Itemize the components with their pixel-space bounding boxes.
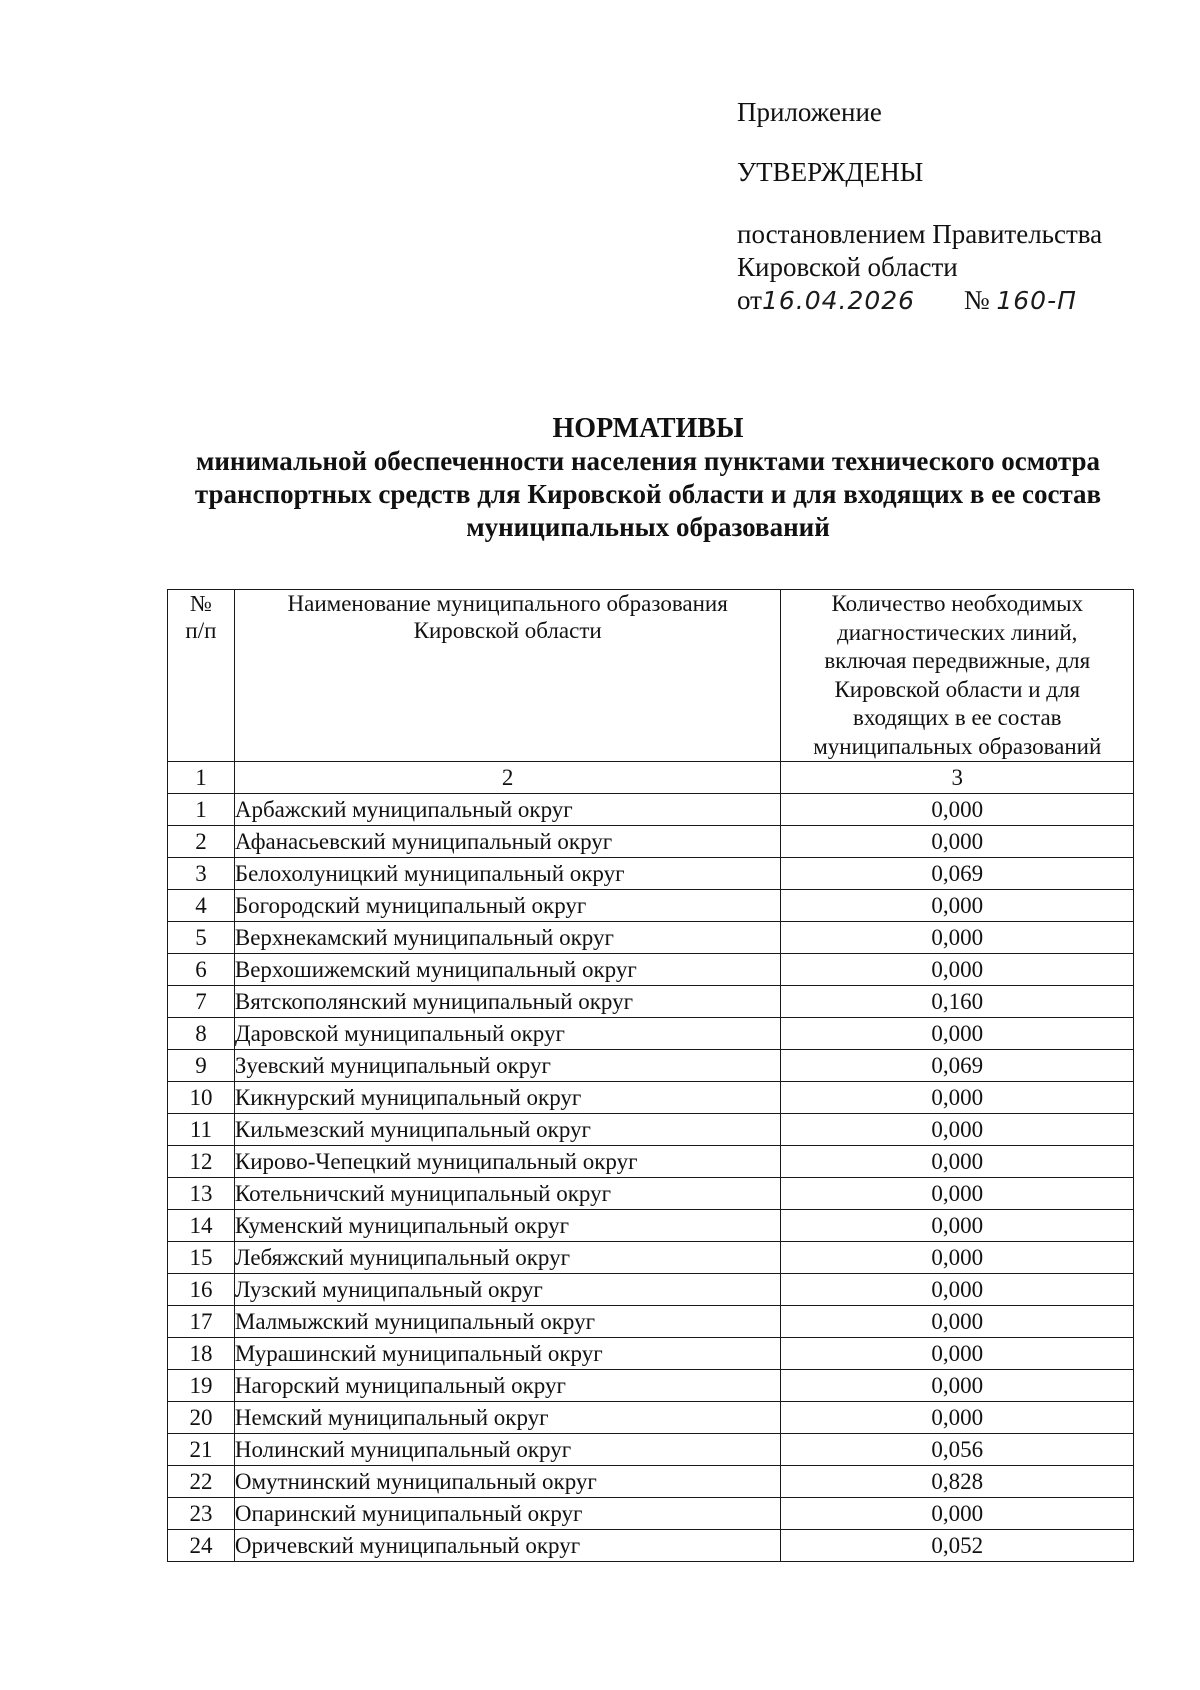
table-row [168,1114,1134,1146]
lines-count: 0,000 [781,890,1134,922]
row-number: 13 [168,1178,235,1210]
lines-count: 0,160 [781,986,1134,1018]
row-number: 16 [168,1274,235,1306]
table-body [168,794,1134,1562]
municipality-name: Опаринский муниципальный округ [234,1498,781,1530]
row-number: 4 [168,890,235,922]
norms-table [167,589,1134,1562]
municipality-name: Богородский муниципальный округ [234,890,781,922]
table-row [168,954,1134,986]
municipality-name: Оричевский муниципальный округ [234,1530,781,1562]
approved-label: УТВЕРЖДЕНЫ [737,157,924,187]
row-number: 6 [168,954,235,986]
row-number: 21 [168,1434,235,1466]
table-row [168,1274,1134,1306]
row-number: 12 [168,1146,235,1178]
table-header-row [168,590,1134,762]
table-row [168,1210,1134,1242]
header-name-line: Кировской области [413,618,602,643]
column-number: 1 [168,762,235,794]
lines-count: 0,000 [781,922,1134,954]
row-number: 22 [168,1466,235,1498]
row-number: 2 [168,826,235,858]
table-row [168,922,1134,954]
date-prefix: от [737,285,762,315]
municipality-name: Лузский муниципальный округ [234,1274,781,1306]
table-row [168,1018,1134,1050]
approved-by-line-1: постановлением Правительства [737,219,1103,249]
row-number: 3 [168,858,235,890]
municipality-name: Верхнекамский муниципальный округ [234,922,781,954]
row-number: 11 [168,1114,235,1146]
municipality-name: Кикнурский муниципальный округ [234,1082,781,1114]
municipality-name: Вятскополянский муниципальный округ [234,986,781,1018]
row-number: 9 [168,1050,235,1082]
row-number: 24 [168,1530,235,1562]
approved-by-line-2: Кировской области [737,252,958,282]
table-row [168,890,1134,922]
municipality-name: Омутнинский муниципальный округ [234,1466,781,1498]
header-num [168,590,235,762]
column-number: 3 [781,762,1134,794]
lines-count: 0,052 [781,1530,1134,1562]
municipality-name: Даровской муниципальный округ [234,1018,781,1050]
table-row [168,1498,1134,1530]
municipality-name: Нолинский муниципальный округ [234,1434,781,1466]
row-number: 7 [168,986,235,1018]
header-value-line: диагностических линий, [837,619,1078,645]
row-number: 8 [168,1018,235,1050]
lines-count: 0,000 [781,1274,1134,1306]
table-row [168,826,1134,858]
municipality-name: Нагорский муниципальный округ [234,1370,781,1402]
table-row [168,1146,1134,1178]
table-row [168,794,1134,826]
table-row [168,986,1134,1018]
municipality-name: Малмыжский муниципальный округ [234,1306,781,1338]
table-row [168,1178,1134,1210]
table-row [168,1402,1134,1434]
handwritten-date: 16.04.2026 [761,286,916,315]
table-row [168,1050,1134,1082]
title-line-2: транспортных средств для Кировской области и для входящих в ее состав [194,479,1102,509]
row-number: 20 [168,1402,235,1434]
table-row [168,1434,1134,1466]
table-row [168,1242,1134,1274]
municipality-name: Кирово-Чепецкий муниципальный округ [234,1146,781,1178]
lines-count: 0,000 [781,1306,1134,1338]
municipality-name: Котельничский муниципальный округ [234,1178,781,1210]
header-value-line: включая передвижные, для [824,648,1091,673]
header-name [234,590,781,762]
header-name-line: Наименование муниципального образования [287,591,728,616]
number-label: № [963,285,990,315]
municipality-name: Афанасьевский муниципальный округ [234,826,781,858]
row-number: 14 [168,1210,235,1242]
municipality-name: Немский муниципальный округ [234,1402,781,1434]
lines-count: 0,000 [781,1498,1134,1530]
municipality-name: Куменский муниципальный округ [234,1210,781,1242]
lines-count: 0,000 [781,1178,1134,1210]
table-row [168,1466,1134,1498]
row-number: 10 [168,1082,235,1114]
lines-count: 0,000 [781,1210,1134,1242]
handwritten-number: 160-П [996,286,1077,315]
lines-count: 0,000 [781,1242,1134,1274]
row-number: 5 [168,922,235,954]
lines-count: 0,000 [781,794,1134,826]
lines-count: 0,056 [781,1434,1134,1466]
row-number: 23 [168,1498,235,1530]
lines-count: 0,000 [781,1114,1134,1146]
lines-count: 0,069 [781,1050,1134,1082]
lines-count: 0,000 [781,1402,1134,1434]
lines-count: 0,000 [781,1338,1134,1370]
lines-count: 0,828 [781,1466,1134,1498]
document-title [160,412,1136,544]
table-row [168,1530,1134,1562]
municipality-name: Белохолуницкий муниципальный округ [234,858,781,890]
row-number: 17 [168,1306,235,1338]
lines-count: 0,000 [781,826,1134,858]
header-value-line: Количество необходимых [831,591,1084,616]
lines-count: 0,000 [781,954,1134,986]
municipality-name: Кильмезский муниципальный округ [234,1114,781,1146]
table-row [168,1082,1134,1114]
appendix-label: Приложение [737,97,882,127]
municipality-name: Зуевский муниципальный округ [234,1050,781,1082]
row-number: 1 [168,794,235,826]
header-value [781,590,1134,762]
row-number: 18 [168,1338,235,1370]
table-row [168,1370,1134,1402]
table-row [168,1338,1134,1370]
column-numbers-row [168,762,1134,794]
lines-count: 0,000 [781,1370,1134,1402]
lines-count: 0,000 [781,1082,1134,1114]
lines-count: 0,069 [781,858,1134,890]
header-value-line: входящих в ее состав [852,705,1062,730]
header-value-line: Кировской области и для [834,676,1081,702]
table-row [168,1306,1134,1338]
lines-count: 0,000 [781,1146,1134,1178]
header-num-line: п/п [185,618,217,643]
table-row [168,858,1134,890]
municipality-name: Мурашинский муниципальный округ [234,1338,781,1370]
column-number: 2 [234,762,781,794]
title-line-1: минимальной обеспеченности населения пунктами технического осмотра [195,446,1101,476]
municipality-name: Верхошижемский муниципальный округ [234,954,781,986]
header-value-line: муниципальных образований [813,733,1102,759]
title-main: НОРМАТИВЫ [552,413,744,444]
municipality-name: Арбажский муниципальный округ [234,794,781,826]
header-num-line: № [189,591,212,616]
row-number: 15 [168,1242,235,1274]
approval-date-number-line [737,284,1157,317]
municipality-name: Лебяжский муниципальный округ [234,1242,781,1274]
approval-block [737,96,1157,317]
lines-count: 0,000 [781,1018,1134,1050]
row-number: 19 [168,1370,235,1402]
title-line-3: муниципальных образований [466,512,830,542]
